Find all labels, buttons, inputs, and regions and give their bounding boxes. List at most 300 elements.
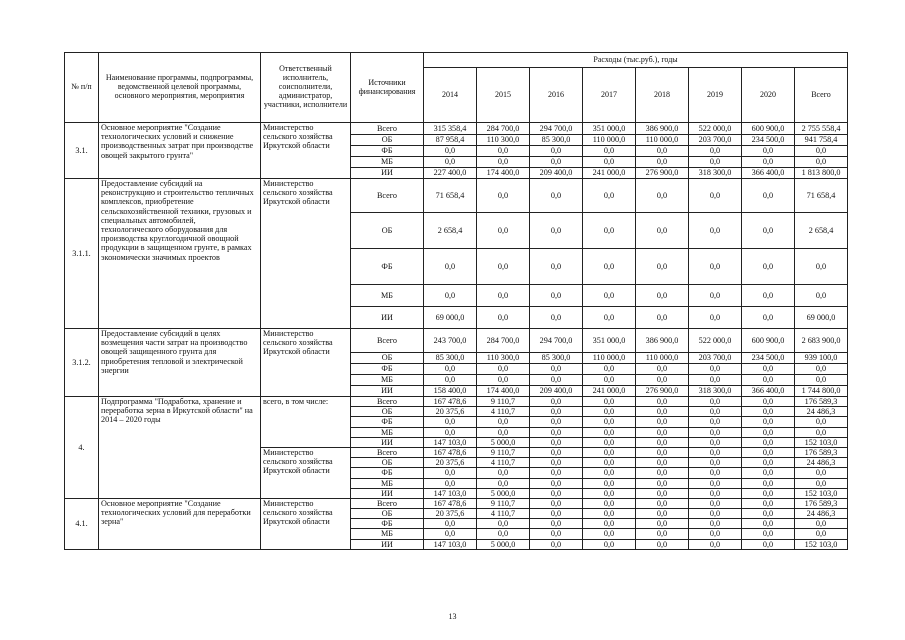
row-number: 4.1.	[65, 498, 99, 549]
amount-cell: 5 000,0	[477, 437, 530, 447]
amount-cell: 0,0	[530, 539, 583, 549]
amount-total-cell: 24 486,3	[795, 407, 848, 417]
amount-cell: 241 000,0	[583, 386, 636, 397]
amount-total-cell: 176 589,3	[795, 498, 848, 508]
amount-cell: 0,0	[636, 539, 689, 549]
amount-cell: 0,0	[689, 498, 742, 508]
amount-cell: 0,0	[424, 375, 477, 386]
amount-cell: 0,0	[530, 447, 583, 457]
amount-cell: 0,0	[636, 509, 689, 519]
amount-cell: 69 000,0	[424, 307, 477, 329]
amount-cell: 9 110,7	[477, 498, 530, 508]
amount-cell: 20 375,6	[424, 407, 477, 417]
amount-cell: 0,0	[742, 285, 795, 307]
amount-cell: 0,0	[530, 179, 583, 213]
amount-cell: 110 000,0	[583, 353, 636, 364]
funding-source: ФБ	[351, 146, 424, 157]
amount-cell: 0,0	[530, 285, 583, 307]
amount-cell: 167 478,6	[424, 397, 477, 407]
amount-cell: 0,0	[742, 458, 795, 468]
amount-cell: 0,0	[689, 285, 742, 307]
responsible-executor: Министерство сельского хозяйства Иркутской области	[261, 123, 351, 179]
amount-cell: 0,0	[424, 157, 477, 168]
amount-total-cell: 941 758,4	[795, 135, 848, 146]
amount-cell: 209 400,0	[530, 386, 583, 397]
amount-cell: 203 700,0	[689, 353, 742, 364]
amount-cell: 0,0	[477, 417, 530, 427]
amount-cell: 0,0	[689, 519, 742, 529]
financing-table	[64, 52, 848, 550]
amount-cell: 0,0	[742, 529, 795, 539]
funding-source: МБ	[351, 285, 424, 307]
amount-cell: 0,0	[424, 519, 477, 529]
amount-cell: 0,0	[636, 529, 689, 539]
amount-total-cell: 0,0	[795, 468, 848, 478]
amount-cell: 0,0	[689, 307, 742, 329]
amount-cell: 0,0	[424, 417, 477, 427]
amount-cell: 0,0	[636, 157, 689, 168]
amount-cell: 0,0	[477, 307, 530, 329]
funding-source: ОБ	[351, 458, 424, 468]
table-body	[65, 53, 848, 550]
funding-source: ОБ	[351, 135, 424, 146]
amount-cell: 0,0	[742, 146, 795, 157]
funding-source: ИИ	[351, 539, 424, 549]
amount-total-cell: 69 000,0	[795, 307, 848, 329]
amount-cell: 241 000,0	[583, 168, 636, 179]
amount-cell: 0,0	[636, 427, 689, 437]
amount-cell: 276 900,0	[636, 386, 689, 397]
amount-cell: 0,0	[636, 179, 689, 213]
amount-cell: 158 400,0	[424, 386, 477, 397]
amount-cell: 5 000,0	[477, 488, 530, 498]
amount-cell: 0,0	[583, 157, 636, 168]
amount-cell: 20 375,6	[424, 509, 477, 519]
funding-source: ОБ	[351, 353, 424, 364]
measure-name: Основное мероприятие "Создание технологических условий и снижение производственных затрат при производстве овощей закрытого грунта"	[99, 123, 261, 179]
funding-source: Всего	[351, 329, 424, 353]
amount-cell: 366 400,0	[742, 386, 795, 397]
amount-cell: 318 300,0	[689, 386, 742, 397]
header-row	[65, 53, 848, 68]
amount-cell: 0,0	[530, 488, 583, 498]
amount-total-cell: 2 683 900,0	[795, 329, 848, 353]
amount-cell: 0,0	[477, 529, 530, 539]
amount-cell: 110 000,0	[636, 135, 689, 146]
amount-total-cell: 0,0	[795, 375, 848, 386]
amount-cell: 0,0	[689, 458, 742, 468]
amount-cell: 0,0	[530, 249, 583, 285]
funding-source: ИИ	[351, 386, 424, 397]
amount-cell: 0,0	[742, 519, 795, 529]
amount-cell: 0,0	[689, 417, 742, 427]
amount-cell: 0,0	[636, 364, 689, 375]
amount-cell: 0,0	[530, 437, 583, 447]
amount-cell: 85 300,0	[424, 353, 477, 364]
header-responsible: Ответственный исполнитель, соисполнители, администратор, участники, исполнители	[261, 53, 351, 123]
amount-cell: 0,0	[424, 529, 477, 539]
amount-cell: 4 110,7	[477, 509, 530, 519]
amount-total-cell: 0,0	[795, 249, 848, 285]
amount-cell: 85 300,0	[530, 353, 583, 364]
amount-cell: 0,0	[583, 417, 636, 427]
amount-cell: 0,0	[583, 146, 636, 157]
amount-cell: 0,0	[742, 478, 795, 488]
amount-cell: 0,0	[689, 364, 742, 375]
amount-cell: 0,0	[689, 407, 742, 417]
amount-cell: 167 478,6	[424, 498, 477, 508]
amount-cell: 87 958,4	[424, 135, 477, 146]
row-number: 4.	[65, 397, 99, 499]
amount-total-cell: 939 100,0	[795, 353, 848, 364]
amount-cell: 0,0	[636, 375, 689, 386]
amount-total-cell: 176 589,3	[795, 447, 848, 457]
amount-cell: 600 900,0	[742, 329, 795, 353]
amount-cell: 0,0	[583, 509, 636, 519]
amount-cell: 0,0	[530, 509, 583, 519]
amount-cell: 0,0	[742, 249, 795, 285]
funding-source: ФБ	[351, 468, 424, 478]
amount-total-cell: 0,0	[795, 478, 848, 488]
funding-source: МБ	[351, 427, 424, 437]
responsible-executor: Министерство сельского хозяйства Иркутской области	[261, 329, 351, 397]
amount-cell: 0,0	[636, 397, 689, 407]
amount-cell: 4 110,7	[477, 458, 530, 468]
amount-cell: 0,0	[583, 213, 636, 249]
funding-source: Всего	[351, 397, 424, 407]
row-number: 3.1.2.	[65, 329, 99, 397]
header-year: 2014	[424, 68, 477, 123]
header-name: Наименование программы, подпрограммы, ведомственной целевой программы, основного мероприятия, мероприятия	[99, 53, 261, 123]
amount-cell: 0,0	[742, 417, 795, 427]
amount-cell: 2 658,4	[424, 213, 477, 249]
amount-total-cell: 1 744 800,0	[795, 386, 848, 397]
header-year: 2020	[742, 68, 795, 123]
amount-cell: 0,0	[424, 146, 477, 157]
amount-total-cell: 24 486,3	[795, 458, 848, 468]
header-year: Всего	[795, 68, 848, 123]
amount-cell: 294 700,0	[530, 329, 583, 353]
amount-cell: 0,0	[636, 447, 689, 457]
amount-cell: 0,0	[636, 468, 689, 478]
table-row	[65, 123, 848, 135]
amount-cell: 0,0	[636, 146, 689, 157]
header-num: № п/п	[65, 53, 99, 123]
amount-cell: 0,0	[530, 375, 583, 386]
amount-cell: 0,0	[583, 427, 636, 437]
amount-cell: 0,0	[689, 249, 742, 285]
amount-cell: 147 103,0	[424, 539, 477, 549]
amount-cell: 0,0	[530, 397, 583, 407]
amount-cell: 0,0	[530, 498, 583, 508]
page-number: 13	[448, 612, 457, 621]
amount-cell: 0,0	[689, 468, 742, 478]
amount-cell: 0,0	[583, 397, 636, 407]
amount-cell: 0,0	[689, 447, 742, 457]
amount-cell: 0,0	[689, 179, 742, 213]
amount-cell: 0,0	[477, 478, 530, 488]
amount-cell: 71 658,4	[424, 179, 477, 213]
amount-cell: 85 300,0	[530, 135, 583, 146]
funding-source: Всего	[351, 123, 424, 135]
amount-cell: 4 110,7	[477, 407, 530, 417]
amount-cell: 600 900,0	[742, 123, 795, 135]
amount-cell: 167 478,6	[424, 447, 477, 457]
amount-total-cell: 0,0	[795, 146, 848, 157]
responsible-executor: Министерство сельского хозяйства Иркутской области	[261, 447, 351, 498]
amount-cell: 0,0	[742, 307, 795, 329]
amount-cell: 0,0	[477, 364, 530, 375]
measure-name: Предоставление субсидий в целях возмещения части затрат на производство овощей защищенного грунта для приобретения тепловой и электрической энергии	[99, 329, 261, 397]
amount-cell: 0,0	[636, 488, 689, 498]
amount-cell: 522 000,0	[689, 123, 742, 135]
header-year: 2015	[477, 68, 530, 123]
funding-source: МБ	[351, 157, 424, 168]
amount-cell: 0,0	[583, 529, 636, 539]
amount-cell: 0,0	[583, 498, 636, 508]
amount-cell: 0,0	[742, 437, 795, 447]
amount-cell: 174 400,0	[477, 386, 530, 397]
amount-total-cell: 176 589,3	[795, 397, 848, 407]
amount-cell: 0,0	[583, 364, 636, 375]
header-expenses: Расходы (тыс.руб.), годы	[424, 53, 848, 68]
amount-cell: 0,0	[742, 375, 795, 386]
amount-cell: 0,0	[689, 213, 742, 249]
amount-cell: 351 000,0	[583, 123, 636, 135]
amount-total-cell: 24 486,3	[795, 509, 848, 519]
funding-source: МБ	[351, 375, 424, 386]
amount-cell: 0,0	[424, 285, 477, 307]
amount-cell: 0,0	[530, 427, 583, 437]
amount-cell: 0,0	[742, 488, 795, 498]
amount-cell: 522 000,0	[689, 329, 742, 353]
amount-cell: 0,0	[583, 539, 636, 549]
funding-source: ОБ	[351, 407, 424, 417]
amount-total-cell: 152 103,0	[795, 437, 848, 447]
funding-source: ФБ	[351, 417, 424, 427]
amount-cell: 110 300,0	[477, 135, 530, 146]
measure-name: Подпрограмма "Подработка, хранение и переработка зерна в Иркутской области" на 2014 – 2020 годы	[99, 397, 261, 499]
header-source: Источники финансирования	[351, 53, 424, 123]
amount-cell: 243 700,0	[424, 329, 477, 353]
amount-cell: 203 700,0	[689, 135, 742, 146]
amount-cell: 276 900,0	[636, 168, 689, 179]
amount-cell: 0,0	[583, 307, 636, 329]
amount-total-cell: 2 755 558,4	[795, 123, 848, 135]
amount-cell: 0,0	[583, 249, 636, 285]
amount-cell: 0,0	[477, 375, 530, 386]
amount-cell: 0,0	[742, 509, 795, 519]
amount-cell: 0,0	[689, 529, 742, 539]
header-year: 2019	[689, 68, 742, 123]
amount-cell: 0,0	[742, 157, 795, 168]
amount-cell: 0,0	[530, 519, 583, 529]
amount-cell: 318 300,0	[689, 168, 742, 179]
funding-source: ФБ	[351, 249, 424, 285]
amount-total-cell: 2 658,4	[795, 213, 848, 249]
header-year: 2017	[583, 68, 636, 123]
amount-cell: 0,0	[742, 213, 795, 249]
amount-cell: 0,0	[689, 375, 742, 386]
table-row	[65, 179, 848, 213]
amount-cell: 366 400,0	[742, 168, 795, 179]
amount-cell: 0,0	[530, 407, 583, 417]
funding-source: ИИ	[351, 168, 424, 179]
amount-cell: 0,0	[530, 364, 583, 375]
amount-cell: 0,0	[689, 539, 742, 549]
amount-cell: 0,0	[742, 447, 795, 457]
amount-cell: 284 700,0	[477, 123, 530, 135]
amount-cell: 0,0	[477, 427, 530, 437]
amount-total-cell: 152 103,0	[795, 488, 848, 498]
amount-cell: 209 400,0	[530, 168, 583, 179]
funding-source: ФБ	[351, 364, 424, 375]
funding-source: Всего	[351, 179, 424, 213]
funding-source: МБ	[351, 478, 424, 488]
funding-source: МБ	[351, 529, 424, 539]
amount-cell: 0,0	[583, 407, 636, 417]
amount-cell: 0,0	[636, 417, 689, 427]
row-number: 3.1.1.	[65, 179, 99, 329]
amount-cell: 227 400,0	[424, 168, 477, 179]
amount-cell: 0,0	[636, 437, 689, 447]
amount-cell: 234 500,0	[742, 353, 795, 364]
amount-cell: 174 400,0	[477, 168, 530, 179]
amount-cell: 0,0	[636, 407, 689, 417]
amount-cell: 234 500,0	[742, 135, 795, 146]
amount-cell: 294 700,0	[530, 123, 583, 135]
amount-cell: 110 000,0	[636, 353, 689, 364]
measure-name: Предоставление субсидий на реконструкцию и строительство тепличных комплексов, приобретение сельскохозяйственной техники, грузовых и специальных автомобилей, технологического оборудования для производства круглогодичной овощной продукции в защищенном грунте, в рамках экономически значимых проектов	[99, 179, 261, 329]
amount-total-cell: 0,0	[795, 364, 848, 375]
amount-cell: 0,0	[583, 285, 636, 307]
amount-cell: 0,0	[477, 519, 530, 529]
amount-cell: 0,0	[424, 468, 477, 478]
amount-cell: 0,0	[636, 213, 689, 249]
amount-cell: 0,0	[636, 498, 689, 508]
amount-cell: 0,0	[530, 157, 583, 168]
amount-cell: 0,0	[636, 285, 689, 307]
amount-cell: 0,0	[636, 519, 689, 529]
amount-total-cell: 0,0	[795, 157, 848, 168]
amount-cell: 0,0	[530, 468, 583, 478]
amount-cell: 315 358,4	[424, 123, 477, 135]
amount-cell: 5 000,0	[477, 539, 530, 549]
measure-name: Основное мероприятие "Создание технологических условий для переработки зерна"	[99, 498, 261, 549]
amount-cell: 0,0	[583, 478, 636, 488]
amount-cell: 386 900,0	[636, 123, 689, 135]
amount-cell: 0,0	[477, 157, 530, 168]
amount-cell: 0,0	[583, 468, 636, 478]
amount-cell: 0,0	[636, 249, 689, 285]
amount-cell: 0,0	[689, 437, 742, 447]
funding-source: ИИ	[351, 488, 424, 498]
amount-cell: 0,0	[583, 437, 636, 447]
amount-cell: 0,0	[424, 478, 477, 488]
amount-cell: 0,0	[424, 427, 477, 437]
amount-cell: 0,0	[477, 468, 530, 478]
amount-cell: 0,0	[689, 488, 742, 498]
funding-source: ИИ	[351, 437, 424, 447]
amount-cell: 0,0	[477, 249, 530, 285]
amount-total-cell: 71 658,4	[795, 179, 848, 213]
amount-cell: 0,0	[583, 519, 636, 529]
amount-cell: 0,0	[689, 157, 742, 168]
amount-cell: 0,0	[583, 375, 636, 386]
amount-cell: 110 000,0	[583, 135, 636, 146]
amount-cell: 0,0	[530, 529, 583, 539]
amount-cell: 0,0	[530, 417, 583, 427]
amount-cell: 0,0	[742, 539, 795, 549]
amount-cell: 0,0	[636, 478, 689, 488]
amount-cell: 0,0	[424, 249, 477, 285]
amount-cell: 0,0	[689, 509, 742, 519]
amount-cell: 0,0	[742, 364, 795, 375]
amount-cell: 0,0	[689, 146, 742, 157]
amount-cell: 0,0	[742, 498, 795, 508]
responsible-executor: всего, в том числе:	[261, 397, 351, 448]
funding-source: ФБ	[351, 519, 424, 529]
amount-cell: 0,0	[530, 213, 583, 249]
table-row	[65, 498, 848, 508]
amount-total-cell: 0,0	[795, 417, 848, 427]
amount-cell: 0,0	[636, 458, 689, 468]
amount-total-cell: 1 813 800,0	[795, 168, 848, 179]
amount-cell: 0,0	[583, 179, 636, 213]
amount-cell: 110 300,0	[477, 353, 530, 364]
amount-cell: 0,0	[477, 146, 530, 157]
amount-cell: 386 900,0	[636, 329, 689, 353]
amount-cell: 0,0	[742, 397, 795, 407]
amount-total-cell: 0,0	[795, 285, 848, 307]
amount-cell: 0,0	[636, 307, 689, 329]
table-row	[65, 397, 848, 407]
amount-cell: 0,0	[689, 478, 742, 488]
amount-cell: 284 700,0	[477, 329, 530, 353]
amount-cell: 0,0	[689, 397, 742, 407]
amount-cell: 0,0	[583, 447, 636, 457]
header-year: 2016	[530, 68, 583, 123]
amount-cell: 147 103,0	[424, 437, 477, 447]
amount-cell: 0,0	[689, 427, 742, 437]
row-number: 3.1.	[65, 123, 99, 179]
amount-cell: 0,0	[742, 468, 795, 478]
amount-cell: 0,0	[477, 213, 530, 249]
amount-cell: 0,0	[424, 364, 477, 375]
amount-cell: 0,0	[742, 427, 795, 437]
amount-cell: 0,0	[477, 179, 530, 213]
amount-cell: 0,0	[583, 458, 636, 468]
amount-total-cell: 152 103,0	[795, 539, 848, 549]
responsible-executor: Министерство сельского хозяйства Иркутской области	[261, 179, 351, 329]
amount-cell: 0,0	[530, 307, 583, 329]
amount-cell: 9 110,7	[477, 447, 530, 457]
amount-cell: 0,0	[530, 478, 583, 488]
amount-cell: 147 103,0	[424, 488, 477, 498]
amount-total-cell: 0,0	[795, 427, 848, 437]
amount-cell: 351 000,0	[583, 329, 636, 353]
amount-cell: 20 375,6	[424, 458, 477, 468]
table-row	[65, 329, 848, 353]
funding-source: ОБ	[351, 509, 424, 519]
funding-source: Всего	[351, 447, 424, 457]
amount-cell: 0,0	[530, 458, 583, 468]
responsible-executor: Министерство сельского хозяйства Иркутской области	[261, 498, 351, 549]
funding-source: ИИ	[351, 307, 424, 329]
amount-total-cell: 0,0	[795, 519, 848, 529]
amount-cell: 0,0	[583, 488, 636, 498]
amount-cell: 0,0	[742, 407, 795, 417]
